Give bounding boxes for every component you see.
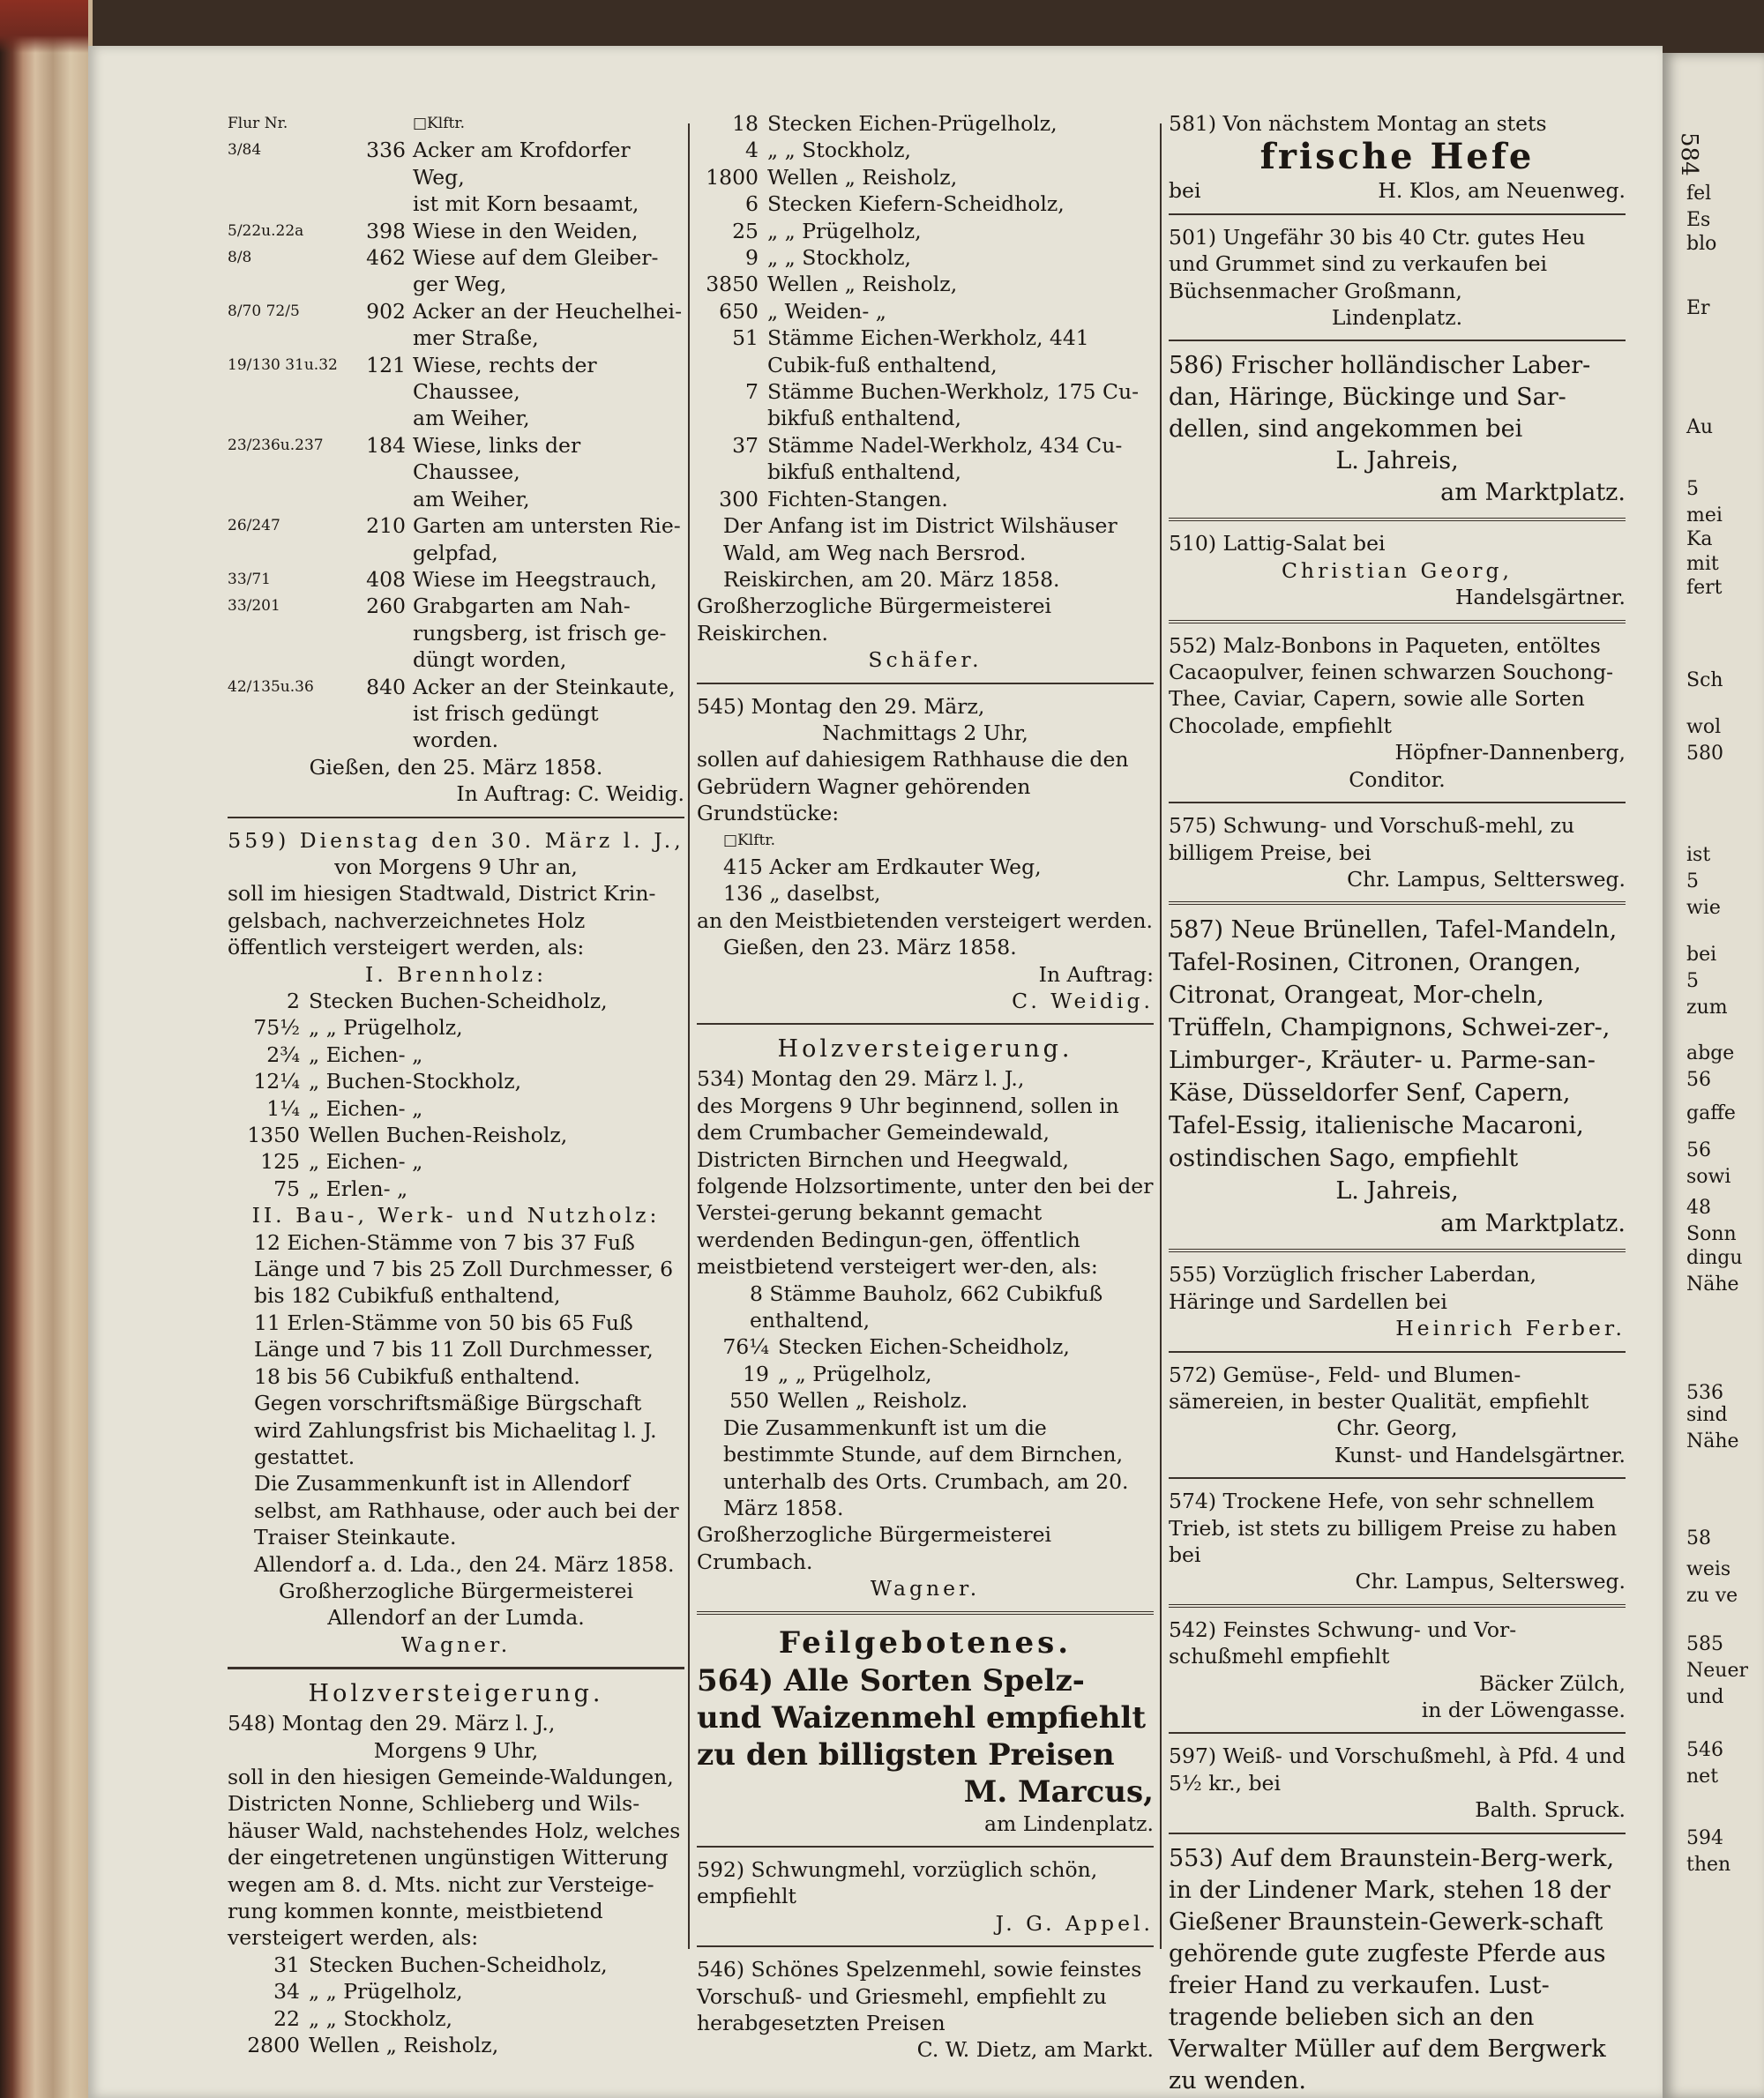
divider bbox=[1169, 1351, 1626, 1353]
field-description bbox=[413, 298, 684, 352]
wood-quantity: 25 bbox=[732, 218, 759, 243]
ad-text: 587) Neue Brünellen, Tafel-Mandeln, Tafel-Rosinen, Citronen, Orangen, Citronat, Orangeat, Mor-cheln, Trüffeln, Champignons, Schwei-zer-, Limburger-, Kräuter- u. Parme-san-Käse, Düsseldorfer Senf, Capern, Tafel-Essig, italienische Macaroni, ostindischen Sago, empfiehlt bbox=[1169, 916, 1618, 1173]
notice-body: des Morgens 9 Uhr beginnend, sollen in dem Crumbacher Gemeindewald, Districten Birnchen und Heegwald, folgende Holzsortimente, unter den bei der Verstei-gerung bekannt gemacht werdenden Bedingun-gen, öffentlich meistbietend versteigert wer-den, als: bbox=[697, 1093, 1154, 1280]
wood-row bbox=[228, 1148, 684, 1175]
wood-row bbox=[697, 298, 1154, 325]
auction-heading: Holzversteigerung. bbox=[777, 1035, 1073, 1064]
field-desc-line: am Weiher, bbox=[413, 486, 530, 511]
next-page-fragment: 546 bbox=[1686, 1739, 1723, 1761]
wood-quantity: 6 bbox=[745, 191, 759, 217]
wood-quantity: 2800 bbox=[247, 2033, 300, 2058]
field-desc-line: ger Weg, bbox=[413, 272, 507, 297]
field-desc-line: Acker am Krofdorfer Weg, bbox=[413, 138, 631, 190]
field-row bbox=[228, 512, 684, 566]
flur-number: 19/130 31u.32 bbox=[228, 355, 338, 374]
field-desc-line: ist frisch gedüngt worden. bbox=[413, 700, 599, 753]
field-desc-line: mer Straße, bbox=[413, 325, 539, 351]
divider bbox=[1169, 901, 1626, 905]
next-page-fragment: ist bbox=[1686, 844, 1711, 866]
field-desc-line: ist mit Korn besaamt, bbox=[413, 191, 639, 217]
notice-time: Nachmittags 2 Uhr, bbox=[822, 720, 1028, 745]
field-description bbox=[413, 593, 684, 673]
flur-number: 26/247 bbox=[228, 517, 280, 535]
ad-text: 546) Schönes Spelzenmehl, sowie feinstes Vorschuß- und Griesmehl, empfiehlt zu herabgesetzten Preisen bbox=[697, 1957, 1142, 2035]
next-page-fragment: mit bbox=[1686, 553, 1719, 575]
wood-quantity: 650 bbox=[719, 298, 759, 324]
section-title: Feilgebotenes. bbox=[778, 1624, 1073, 1661]
signature: Wagner. bbox=[870, 1576, 981, 1601]
next-page-fragment: net bbox=[1686, 1766, 1719, 1788]
flur-number: 33/71 bbox=[228, 570, 271, 588]
ad-text: 553) Auf dem Braunstein-Berg-werk, in der Lindener Mark, stehen 18 der Gießener Braunstein-Gewerk-schaft gehörende gute zugfeste Pferde aus freier Hand zu verkaufen. Lust-tragende belieben sich an den Verwalter Müller auf dem Bergwerk zu wenden. bbox=[1169, 1844, 1615, 2094]
next-page-fragment: Neuer bbox=[1686, 1660, 1748, 1682]
wood-quantity: 3850 bbox=[706, 272, 759, 297]
wood-type: Stämme Eichen-Werkholz, 441 Cubik-fuß enthaltend, bbox=[767, 325, 1089, 377]
next-page-fragment: fel bbox=[1686, 183, 1712, 205]
page-number: 584 bbox=[1676, 132, 1702, 176]
wood-quantity: 22 bbox=[273, 2005, 300, 2031]
ad-signature: Chr. Lampus, Selttersweg. bbox=[1347, 866, 1626, 892]
field-description bbox=[413, 137, 684, 217]
divider bbox=[697, 1611, 1154, 1615]
wood-type: „ Eichen- „ bbox=[309, 1149, 423, 1175]
page-edge bbox=[0, 0, 88, 53]
field-size: 840 bbox=[366, 674, 406, 699]
wood-type: Stecken Kiefern-Scheidholz, bbox=[767, 191, 1065, 217]
signature: C. Weidig. bbox=[1012, 989, 1154, 1013]
next-page-fragment: abge bbox=[1686, 1042, 1735, 1064]
next-page-fragment: wie bbox=[1686, 897, 1721, 919]
next-page-fragment: then bbox=[1686, 1854, 1731, 1876]
ad-text: 572) Gemüse-, Feld- und Blumen-sämereien, in bester Qualität, empfiehlt bbox=[1169, 1362, 1589, 1414]
next-page-fragment: Nähe bbox=[1686, 1273, 1739, 1295]
wood-quantity: 7 bbox=[745, 379, 759, 405]
ad-place: in der Löwengasse. bbox=[1421, 1698, 1626, 1722]
ad-signature: H. Klos, am Neuenweg. bbox=[1378, 178, 1626, 204]
field-size: 398 bbox=[366, 218, 406, 243]
field-desc-line: Grabgarten am Nah- bbox=[413, 594, 631, 619]
wood-row bbox=[228, 2005, 684, 2032]
flur-number: 23/236u.237 bbox=[228, 436, 324, 454]
field-description bbox=[413, 244, 684, 298]
ad-place: Kunst- und Handelsgärtner. bbox=[1334, 1442, 1626, 1467]
wood-row bbox=[697, 244, 1154, 271]
next-page-fragment: 56 bbox=[1686, 1069, 1711, 1091]
notice-date: Reiskirchen, am 20. März 1858. bbox=[723, 566, 1060, 592]
flur-number: 33/201 bbox=[228, 597, 280, 616]
next-page-fragment: sowi bbox=[1686, 1166, 1731, 1188]
wood-quantity: 1¼ bbox=[266, 1095, 300, 1121]
ad-place: am Marktplatz. bbox=[1440, 1210, 1626, 1238]
wood-row bbox=[697, 325, 1154, 378]
field-desc-line: rungsberg, ist frisch ge- bbox=[413, 620, 667, 646]
next-page-fragment: 536 bbox=[1686, 1382, 1723, 1404]
field-row bbox=[228, 218, 684, 244]
field-description bbox=[413, 674, 684, 754]
next-page-fragment: Nähe bbox=[1686, 1430, 1739, 1452]
wood-type: Wellen „ Reisholz, bbox=[767, 272, 958, 297]
ad-text: 555) Vorzüglich frischer Laberdan, Häringe und Sardellen bei bbox=[1169, 1262, 1536, 1314]
wood-row bbox=[697, 432, 1154, 486]
next-page-fragment: wol bbox=[1686, 716, 1722, 738]
field-description bbox=[413, 432, 684, 512]
next-page-fragment: Ka bbox=[1686, 528, 1713, 550]
ad-name: M. Marcus, bbox=[963, 1773, 1154, 1810]
notice-date: Allendorf a. d. Lda., den 24. März 1858. bbox=[254, 1551, 675, 1577]
field-description bbox=[413, 512, 684, 566]
wood-quantity: 2¾ bbox=[266, 1042, 300, 1067]
next-page-fragment: weis bbox=[1686, 1558, 1731, 1580]
next-page-fragment: sind bbox=[1686, 1404, 1728, 1426]
column-3 bbox=[1169, 110, 1626, 2097]
klftr-label: □Klftr. bbox=[723, 831, 775, 849]
field-desc-line: Wiese im Heegstrauch, bbox=[413, 566, 657, 592]
next-page-fragment: 594 bbox=[1686, 1827, 1723, 1849]
next-page-fragment: 56 bbox=[1686, 1139, 1711, 1161]
next-page-fragment: dingu bbox=[1686, 1247, 1743, 1269]
field-desc-line: düngt worden, bbox=[413, 647, 567, 673]
notice-body: soll im hiesigen Stadtwald, District Krin-gelsbach, nachverzeichnetes Holz öffentlich versteigert werden, als: bbox=[228, 881, 656, 960]
ad-text: 552) Malz-Bonbons in Paqueten, entöltes Cacaopulver, feinen schwarzen Souchong-Thee, Caviar, Capern, sowie alle Sorten Chocolade, empfiehlt bbox=[1169, 632, 1614, 738]
column-2 bbox=[697, 110, 1154, 2064]
column-divider-2 bbox=[1160, 123, 1162, 1949]
wood-row bbox=[697, 486, 1154, 512]
field-row bbox=[228, 593, 684, 673]
notice-text: an den Meistbietenden versteigert werden. bbox=[697, 907, 1153, 933]
field-desc-line: Wiese, links der Chaussee, bbox=[413, 432, 581, 485]
divider bbox=[1169, 1732, 1626, 1734]
notice-body: sollen auf dahiesigem Rathhause die den Gebrüdern Wagner gehörenden Grundstücke: bbox=[697, 747, 1129, 826]
parcel-row: 136 „ daselbst, bbox=[723, 881, 881, 907]
ad-name: L. Jahreis, bbox=[1335, 447, 1459, 475]
wood-quantity: 300 bbox=[719, 486, 759, 511]
field-row bbox=[228, 352, 684, 432]
wood-type: „ Erlen- „ bbox=[309, 1176, 408, 1201]
date: Gießen, den 25. März 1858. bbox=[309, 754, 603, 780]
wood-type: Stämme Nadel-Werkholz, 434 Cu-bikfuß enthaltend, bbox=[767, 432, 1123, 485]
next-page-fragment: blo bbox=[1686, 233, 1717, 255]
next-page-fragment: 48 bbox=[1686, 1197, 1711, 1219]
wood-row bbox=[228, 988, 684, 1014]
wood-type: Stecken Eichen-Prügelholz, bbox=[767, 111, 1058, 136]
next-page-fragment: 5 bbox=[1686, 970, 1699, 992]
ad-name: Bäcker Zülch, bbox=[1478, 1670, 1626, 1696]
field-size: 902 bbox=[366, 298, 406, 324]
field-row bbox=[228, 298, 684, 352]
ad-name: L. Jahreis, bbox=[1335, 1177, 1459, 1206]
notice-text: Die Zusammenkunft ist um die bestimmte Stunde, auf dem Birnchen, unterhalb des Orts. Crumbach, am 20. März 1858. bbox=[723, 1415, 1129, 1520]
divider bbox=[697, 1846, 1154, 1848]
wood-list bbox=[697, 1333, 1154, 1414]
notice-heading: 548) Montag den 29. März l. J., bbox=[228, 1711, 556, 1736]
notice-text: In Auftrag: bbox=[1038, 961, 1154, 987]
wood-type: „ „ Stockholz, bbox=[309, 2005, 453, 2031]
field-row bbox=[228, 674, 684, 754]
ad-text: 501) Ungefähr 30 bis 40 Ctr. gutes Heu und Grummet sind zu verkaufen bei Büchsenmacher Großmann, bbox=[1169, 224, 1586, 303]
wood-quantity: 4 bbox=[745, 138, 759, 163]
field-size: 121 bbox=[366, 352, 406, 377]
parcel-row: 415 Acker am Erdkauter Weg, bbox=[723, 854, 1042, 879]
field-size: 184 bbox=[366, 432, 406, 458]
wood-quantity: 9 bbox=[745, 245, 759, 271]
wood-row bbox=[697, 271, 1154, 297]
wood-quantity: 75½ bbox=[253, 1015, 300, 1041]
divider bbox=[228, 1667, 684, 1669]
wood-type: „ „ Prügelholz, bbox=[778, 1361, 932, 1386]
wood-type: Fichten-Stangen. bbox=[767, 486, 948, 511]
wood-quantity: 34 bbox=[273, 1979, 300, 2005]
ad-place: Conditor. bbox=[1349, 766, 1446, 792]
wood-row bbox=[697, 110, 1154, 137]
wood-type: Wellen „ Reisholz. bbox=[778, 1388, 968, 1414]
column-divider-1 bbox=[688, 123, 690, 1949]
notice-authority: Großherzogliche Bürgermeisterei Crumbach. bbox=[697, 1522, 1052, 1574]
next-page-fragment: zum bbox=[1686, 997, 1728, 1019]
notice-date: Gießen, den 23. März 1858. bbox=[723, 935, 1017, 960]
column-1 bbox=[228, 110, 684, 2058]
field-row bbox=[228, 244, 684, 298]
wood-row bbox=[228, 1068, 684, 1094]
next-page-fragment: bei bbox=[1686, 944, 1717, 966]
next-page-fragment: mei bbox=[1686, 504, 1723, 526]
next-page-fragment: 585 bbox=[1686, 1633, 1723, 1655]
notice-time: von Morgens 9 Uhr an, bbox=[334, 854, 578, 879]
divider bbox=[1169, 1833, 1626, 1834]
next-page-fragment: und bbox=[1686, 1686, 1724, 1708]
wood-row bbox=[228, 1122, 684, 1148]
wood-row bbox=[228, 1176, 684, 1202]
wood-row bbox=[697, 1361, 1154, 1387]
wood-row bbox=[697, 1333, 1154, 1360]
ad-name: Chr. Georg, bbox=[1336, 1415, 1458, 1441]
divider bbox=[1169, 1249, 1626, 1252]
notice-authority: Großherzogliche Bürgermeisterei Allendorf an der Lumda. bbox=[278, 1578, 633, 1631]
wood-row bbox=[697, 218, 1154, 244]
next-page-fragment: zu ve bbox=[1686, 1585, 1738, 1607]
wood-type: „ „ Prügelholz, bbox=[767, 218, 922, 243]
flur-number: 42/135u.36 bbox=[228, 677, 314, 696]
next-page-fragment: Es bbox=[1686, 209, 1711, 231]
signature: Wagner. bbox=[400, 1631, 512, 1657]
wood-list bbox=[228, 988, 684, 1202]
wood-row bbox=[697, 137, 1154, 163]
wood-quantity: 550 bbox=[729, 1388, 769, 1414]
notice-text: 12 Eichen-Stämme von 7 bis 37 Fuß Länge und 7 bis 25 Zoll Durchmesser, 6 bis 182 Cubikfuß enthaltend, bbox=[254, 1229, 674, 1309]
divider bbox=[1169, 340, 1626, 341]
wood-list bbox=[228, 1952, 684, 2059]
wood-quantity: 1800 bbox=[706, 164, 759, 190]
ad-headline: frische Hefe bbox=[1259, 136, 1535, 178]
ad-signature: J. G. Appel. bbox=[995, 1910, 1154, 1936]
next-page bbox=[1663, 53, 1764, 2098]
wood-type: Wellen „ Reisholz, bbox=[309, 2033, 499, 2058]
notice-heading: 559) Dienstag den 30. März l. J., bbox=[228, 827, 684, 853]
wood-type: „ „ Prügelholz, bbox=[309, 1015, 463, 1041]
divider bbox=[697, 1945, 1154, 1947]
divider bbox=[1169, 213, 1626, 215]
divider bbox=[1169, 518, 1626, 521]
wood-quantity: 51 bbox=[732, 325, 759, 351]
wood-row bbox=[697, 164, 1154, 190]
wood-quantity: 37 bbox=[732, 432, 759, 458]
ad-bei: bei bbox=[1169, 178, 1201, 204]
field-desc-line: Wiese in den Weiden, bbox=[413, 218, 639, 243]
notice-heading: 534) Montag den 29. März l. J., bbox=[697, 1066, 1025, 1092]
wood-quantity: 2 bbox=[287, 989, 300, 1013]
notice-authority: Großherzogliche Bürgermeisterei Reiskirchen. bbox=[697, 594, 1052, 646]
wood-row bbox=[697, 1387, 1154, 1414]
signature: In Auftrag: C. Weidig. bbox=[456, 781, 684, 807]
flur-number: 3/84 bbox=[228, 141, 262, 160]
stem-row: 8 Stämme Bauholz, 662 Cubikfuß enthaltend, bbox=[750, 1280, 1103, 1333]
field-description bbox=[413, 566, 684, 593]
next-page-fragment: 58 bbox=[1686, 1527, 1711, 1549]
wood-list bbox=[697, 110, 1154, 325]
field-list bbox=[228, 137, 684, 753]
next-page-fragment: Sonn bbox=[1686, 1223, 1737, 1245]
wood-type: „ „ Stockholz, bbox=[767, 138, 912, 163]
wood-type: „ „ Prügelholz, bbox=[309, 1979, 463, 2005]
wood-type: „ Weiden- „ bbox=[767, 298, 886, 324]
wood-row bbox=[697, 190, 1154, 217]
notice-heading: 545) Montag den 29. März, bbox=[697, 693, 985, 719]
ad-place: Handelsgärtner. bbox=[1454, 585, 1626, 610]
ad-text: 581) Von nächstem Montag an stets bbox=[1169, 111, 1547, 136]
wood-quantity: 125 bbox=[260, 1149, 300, 1175]
flur-number: 8/70 72/5 bbox=[228, 302, 300, 320]
flur-number: 5/22u.22a bbox=[228, 221, 304, 240]
ad-text: 564) Alle Sorten Spelz- und Waizenmehl empfiehlt zu den billigsten Preisen bbox=[697, 1662, 1147, 1773]
next-page-fragment: Au bbox=[1686, 416, 1714, 438]
ad-place: am Lindenplatz. bbox=[984, 1811, 1154, 1836]
ad-place: Lindenplatz. bbox=[1331, 305, 1463, 331]
section-heading: I. Brennholz: bbox=[364, 961, 547, 987]
next-page-fragment: fert bbox=[1686, 577, 1723, 599]
next-page-fragment: gaffe bbox=[1686, 1102, 1736, 1124]
divider bbox=[1169, 1477, 1626, 1479]
wood-type: Stecken Buchen-Scheidholz, bbox=[309, 989, 608, 1013]
divider bbox=[697, 1023, 1154, 1025]
divider bbox=[1169, 802, 1626, 803]
ad-text: 575) Schwung- und Vorschuß-mehl, zu billigem Preise, bei bbox=[1169, 813, 1575, 865]
wood-row bbox=[228, 1978, 684, 2005]
wood-quantity: 1350 bbox=[247, 1123, 300, 1148]
ad-text: 542) Feinstes Schwung- und Vor-schußmehl empfiehlt bbox=[1169, 1616, 1517, 1669]
wood-row bbox=[228, 2032, 684, 2058]
next-page-fragment: 5 bbox=[1686, 478, 1699, 500]
field-size: 462 bbox=[366, 245, 406, 271]
wood-type: „ Eichen- „ bbox=[309, 1095, 423, 1121]
wood-type: „ „ Stockholz, bbox=[767, 245, 912, 271]
field-desc-line: Acker an der Steinkaute, bbox=[413, 674, 676, 699]
ad-place: am Marktplatz. bbox=[1440, 479, 1626, 507]
wood-row bbox=[228, 1095, 684, 1122]
field-size: 260 bbox=[366, 594, 406, 619]
ad-text: 574) Trockene Hefe, von sehr schnellem Trieb, ist stets zu billigem Preise zu haben bei bbox=[1169, 1489, 1618, 1567]
stem-list bbox=[697, 325, 1154, 512]
notice-time: Morgens 9 Uhr, bbox=[373, 1737, 539, 1763]
divider bbox=[1169, 1604, 1626, 1608]
wood-row bbox=[228, 1952, 684, 1978]
auction-heading: Holzversteigerung. bbox=[308, 1680, 604, 1708]
wood-type: „ Eichen- „ bbox=[309, 1042, 423, 1067]
ad-signature: Heinrich Ferber. bbox=[1395, 1316, 1626, 1341]
wood-quantity: 19 bbox=[743, 1361, 769, 1386]
flur-header: Flur Nr. bbox=[228, 115, 288, 132]
field-desc-line: Wiese auf dem Gleiber- bbox=[413, 245, 659, 271]
field-desc-line: Acker an der Heuchelhei- bbox=[413, 298, 683, 324]
notice-text: Gegen vorschriftsmäßige Bürgschaft wird Zahlungsfrist bis Michaelitag l. J. gestattet. bbox=[254, 1391, 657, 1469]
wood-row bbox=[228, 1014, 684, 1041]
wood-row bbox=[228, 1042, 684, 1068]
wood-type: Stecken Eichen-Scheidholz, bbox=[778, 1334, 1070, 1360]
wood-quantity: 18 bbox=[732, 111, 759, 136]
wood-type: Stämme Buchen-Werkholz, 175 Cu-bikfuß enthaltend, bbox=[767, 379, 1140, 431]
ad-name: Christian Georg, bbox=[1281, 557, 1514, 583]
wood-quantity: 12¼ bbox=[253, 1069, 300, 1094]
ad-signature: C. W. Dietz, am Markt. bbox=[916, 2037, 1154, 2063]
divider bbox=[697, 683, 1154, 684]
notice-body: soll in den hiesigen Gemeinde-Waldungen, Districten Nonne, Schlieberg und Wils-häuser Wald, nachstehendes Holz, welches der eingetretenen ungünstigen Witterung wegen am 8. d. Mts. nicht zur Versteige-rung kommen konnte, meistbietend versteigert werden, als: bbox=[228, 1764, 681, 1951]
divider bbox=[228, 817, 684, 818]
divider bbox=[1169, 620, 1626, 623]
notice-text: 11 Erlen-Stämme von 50 bis 65 Fuß Länge und 7 bis 11 Zoll Durchmesser, 18 bis 56 Cubikfuß enthaltend. bbox=[254, 1310, 654, 1389]
field-size: 408 bbox=[366, 566, 406, 592]
ad-text: 597) Weiß- und Vorschußmehl, à Pfd. 4 und 5½ kr., bei bbox=[1169, 1743, 1626, 1796]
next-page-fragment: 580 bbox=[1686, 743, 1723, 765]
field-size: 336 bbox=[366, 138, 406, 163]
ad-text: 586) Frischer holländischer Laber-dan, Häringe, Bückinge und Sar-dellen, sind angekommen bei bbox=[1169, 352, 1591, 444]
wood-type: Wellen „ Reisholz, bbox=[767, 164, 958, 190]
field-desc-line: Garten am untersten Rie- bbox=[413, 513, 681, 539]
ad-text: 510) Lattig-Salat bei bbox=[1169, 531, 1386, 556]
next-page-fragment: 5 bbox=[1686, 870, 1699, 892]
book-spine bbox=[0, 0, 93, 2098]
ad-name: Höpfner-Dannenberg, bbox=[1394, 740, 1626, 765]
field-row bbox=[228, 566, 684, 593]
notice-text: Der Anfang ist im District Wilshäuser Wald, am Weg nach Bersrod. bbox=[723, 513, 1117, 565]
wood-row bbox=[697, 378, 1154, 432]
field-row bbox=[228, 432, 684, 512]
ad-signature: Chr. Lampus, Seltersweg. bbox=[1355, 1569, 1626, 1594]
flur-number: 8/8 bbox=[228, 249, 252, 267]
wood-quantity: 76¼ bbox=[722, 1334, 769, 1360]
field-desc-line: gelpfad, bbox=[413, 540, 498, 565]
ad-text: 592) Schwungmehl, vorzüglich schön, empfiehlt bbox=[697, 1856, 1098, 1909]
wood-quantity: 31 bbox=[273, 1952, 300, 1977]
next-page-fragment: Sch bbox=[1686, 669, 1723, 691]
ad-signature: Balth. Spruck. bbox=[1475, 1797, 1626, 1823]
field-size: 210 bbox=[366, 513, 406, 539]
field-row bbox=[228, 137, 684, 217]
field-description bbox=[413, 352, 684, 432]
next-page-fragment: Er bbox=[1686, 297, 1710, 319]
field-description bbox=[413, 218, 684, 244]
wood-quantity: 75 bbox=[273, 1176, 300, 1201]
section-heading: II. Bau-, Werk- und Nutzholz: bbox=[251, 1203, 661, 1228]
field-desc-line: am Weiher, bbox=[413, 406, 530, 431]
wood-type: Stecken Buchen-Scheidholz, bbox=[309, 1952, 608, 1977]
field-desc-line: Wiese, rechts der Chaussee, bbox=[413, 352, 597, 405]
wood-type: „ Buchen-Stockholz, bbox=[309, 1069, 522, 1094]
signature: Schäfer. bbox=[868, 647, 983, 673]
notice-text: Die Zusammenkunft ist in Allendorf selbst, am Rathhause, oder auch bei der Traiser Steinkaute. bbox=[254, 1471, 679, 1550]
wood-type: Wellen Buchen-Reisholz, bbox=[309, 1123, 568, 1148]
klftr-header: □Klftr. bbox=[413, 115, 465, 132]
